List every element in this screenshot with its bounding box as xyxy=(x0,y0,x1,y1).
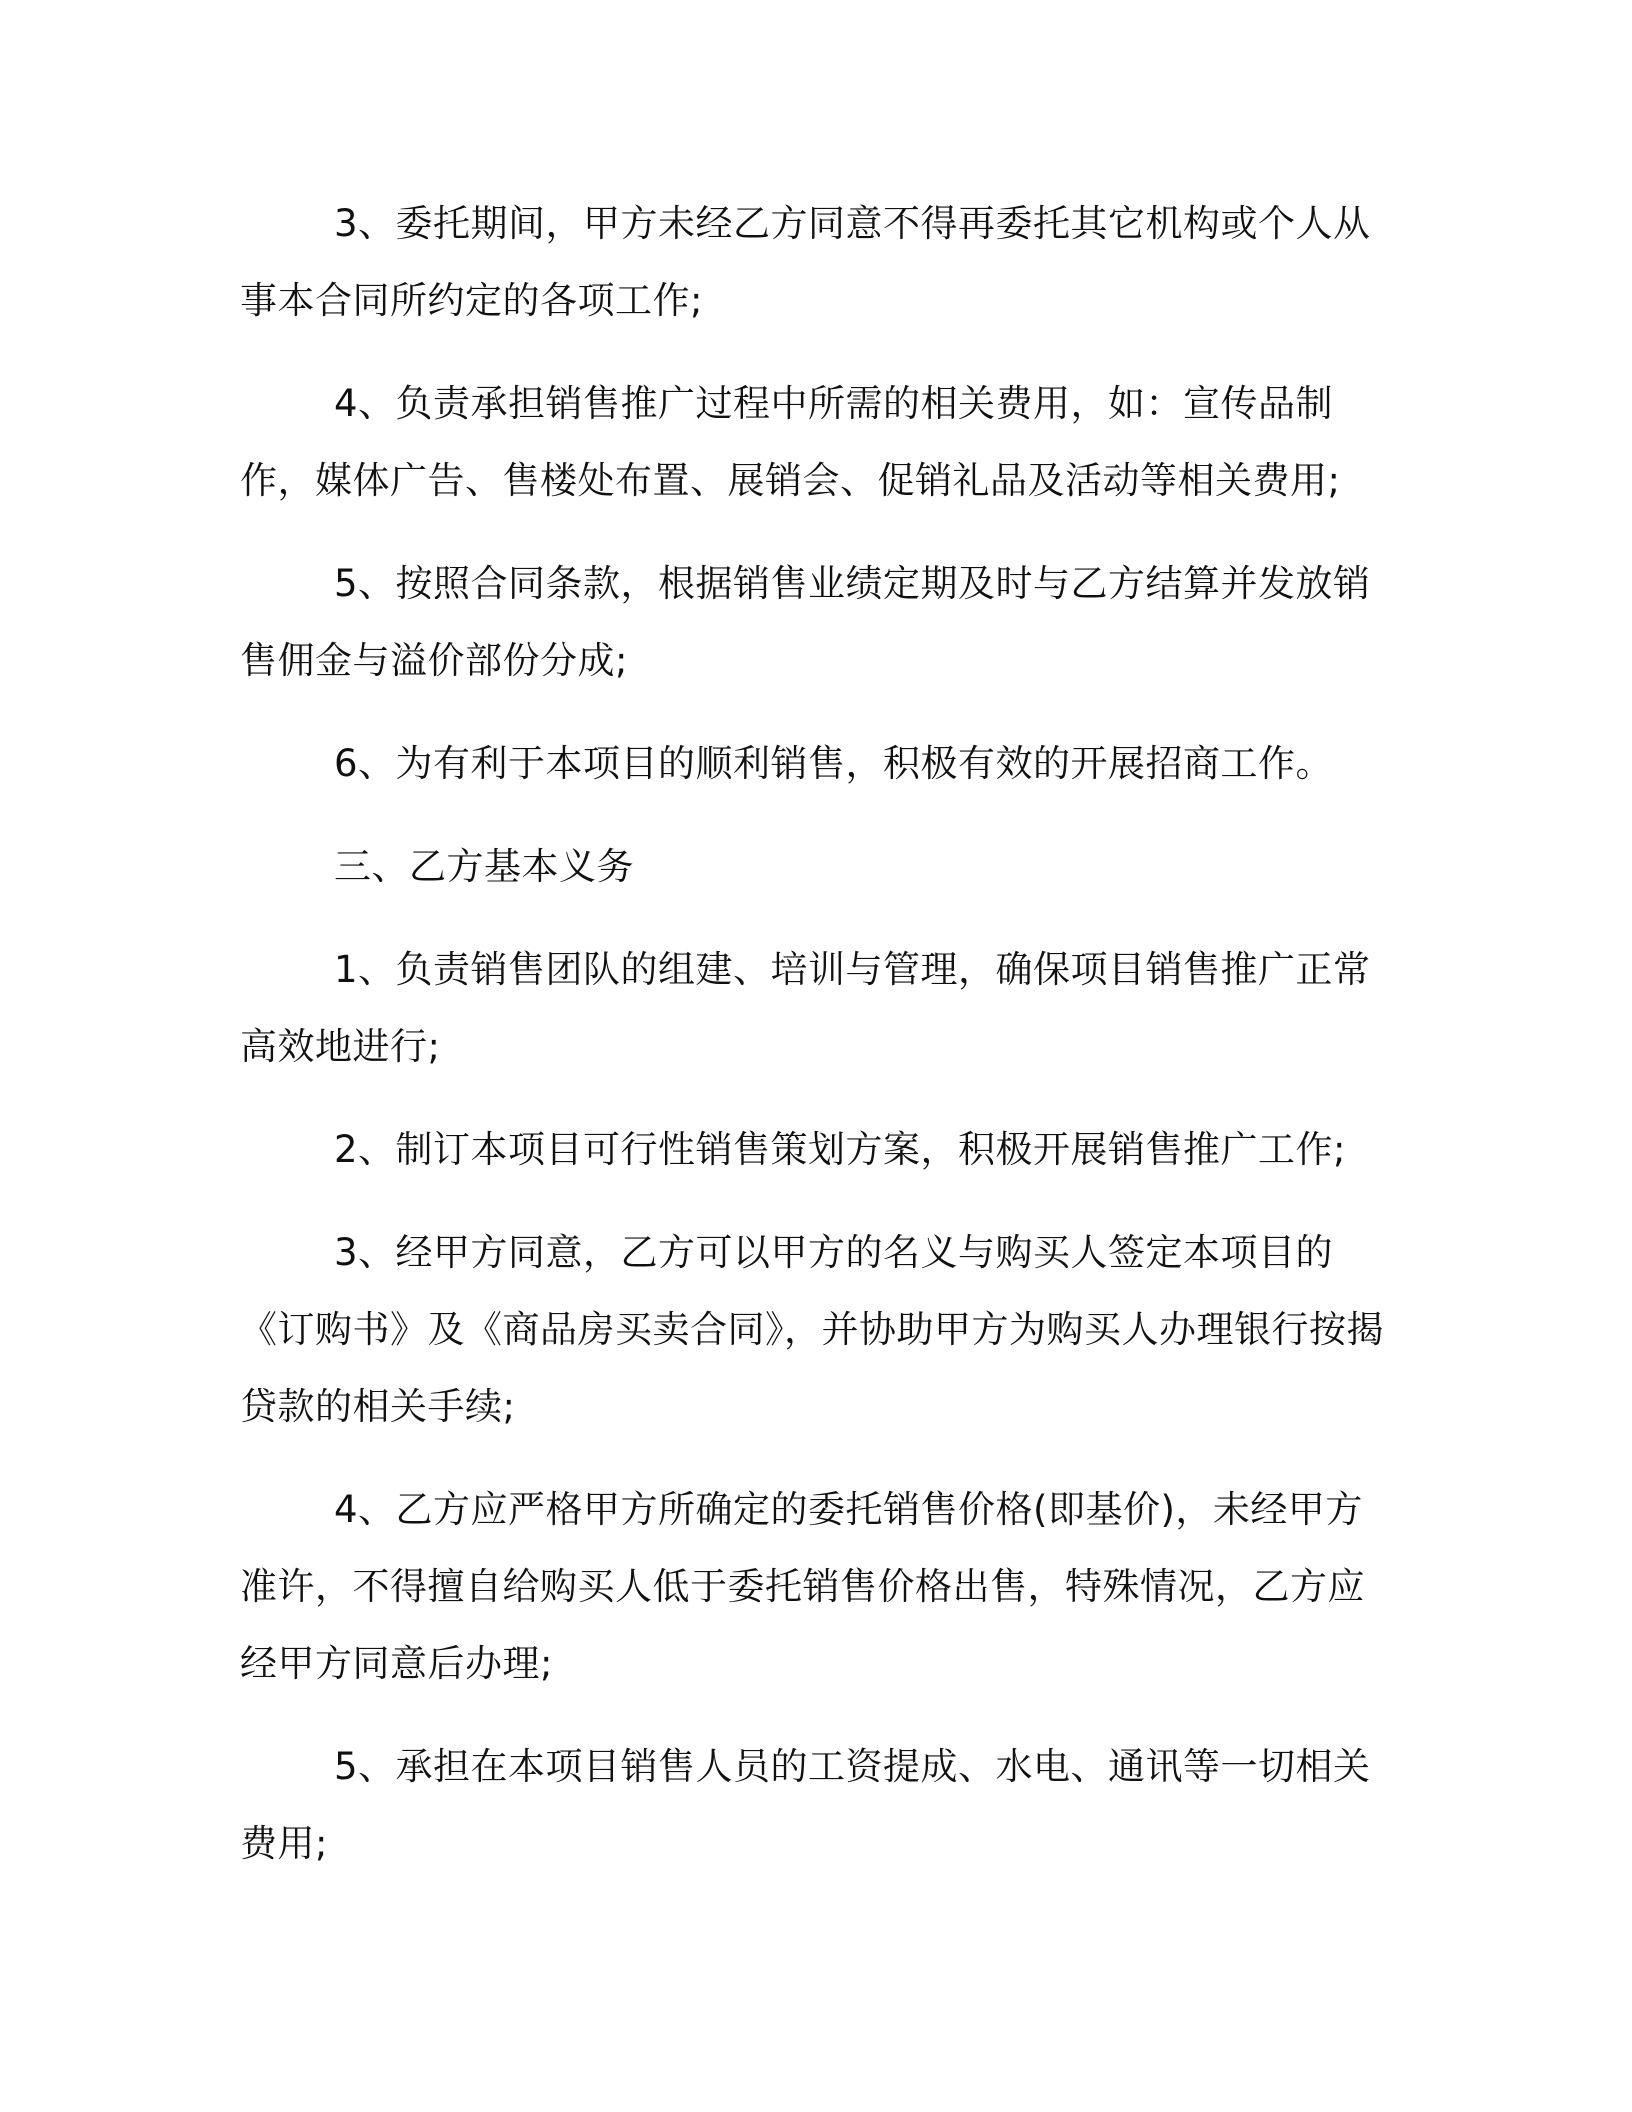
section-heading-party-b-obligations: 三、乙方基本义务 xyxy=(334,845,634,888)
clause-party-b-4: 4、乙方应严格甲方所确定的委托销售价格(即基价)，未经甲方准许，不得擅自给购买人低于委托销售价格出售，特殊情况，乙方应经甲方同意后办理; xyxy=(240,1488,1365,1685)
clause-party-b-2: 2、制订本项目可行性销售策划方案，积极开展销售推广工作; xyxy=(334,1128,1347,1171)
clause-party-a-5: 5、按照合同条款，根据销售业绩定期及时与乙方结算并发放销售佣金与溢价部份分成; xyxy=(240,562,1371,682)
clause-party-a-6: 6、为有利于本项目的顺利销售，积极有效的开展招商工作。 xyxy=(334,742,1334,785)
clause-party-a-4: 4、负责承担销售推广过程中所需的相关费用，如：宣传品制作，媒体广告、售楼处布置、展销会、促销礼品及活动等相关费用; xyxy=(240,382,1341,502)
document-body xyxy=(240,185,1388,1908)
clause-party-b-3: 3、经甲方同意，乙方可以甲方的名义与购买人签定本项目的《订购书》及《商品房买卖合同》，并协助甲方为购买人办理银行按揭贷款的相关手续; xyxy=(240,1231,1384,1428)
clause-party-b-1: 1、负责销售团队的组建、培训与管理，确保项目销售推广正常高效地进行; xyxy=(240,948,1371,1068)
clause-party-a-3: 3、委托期间，甲方未经乙方同意不得再委托其它机构或个人从事本合同所约定的各项工作; xyxy=(240,202,1371,322)
clause-party-b-5: 5、承担在本项目销售人员的工资提成、水电、通讯等一切相关费用; xyxy=(240,1745,1371,1865)
